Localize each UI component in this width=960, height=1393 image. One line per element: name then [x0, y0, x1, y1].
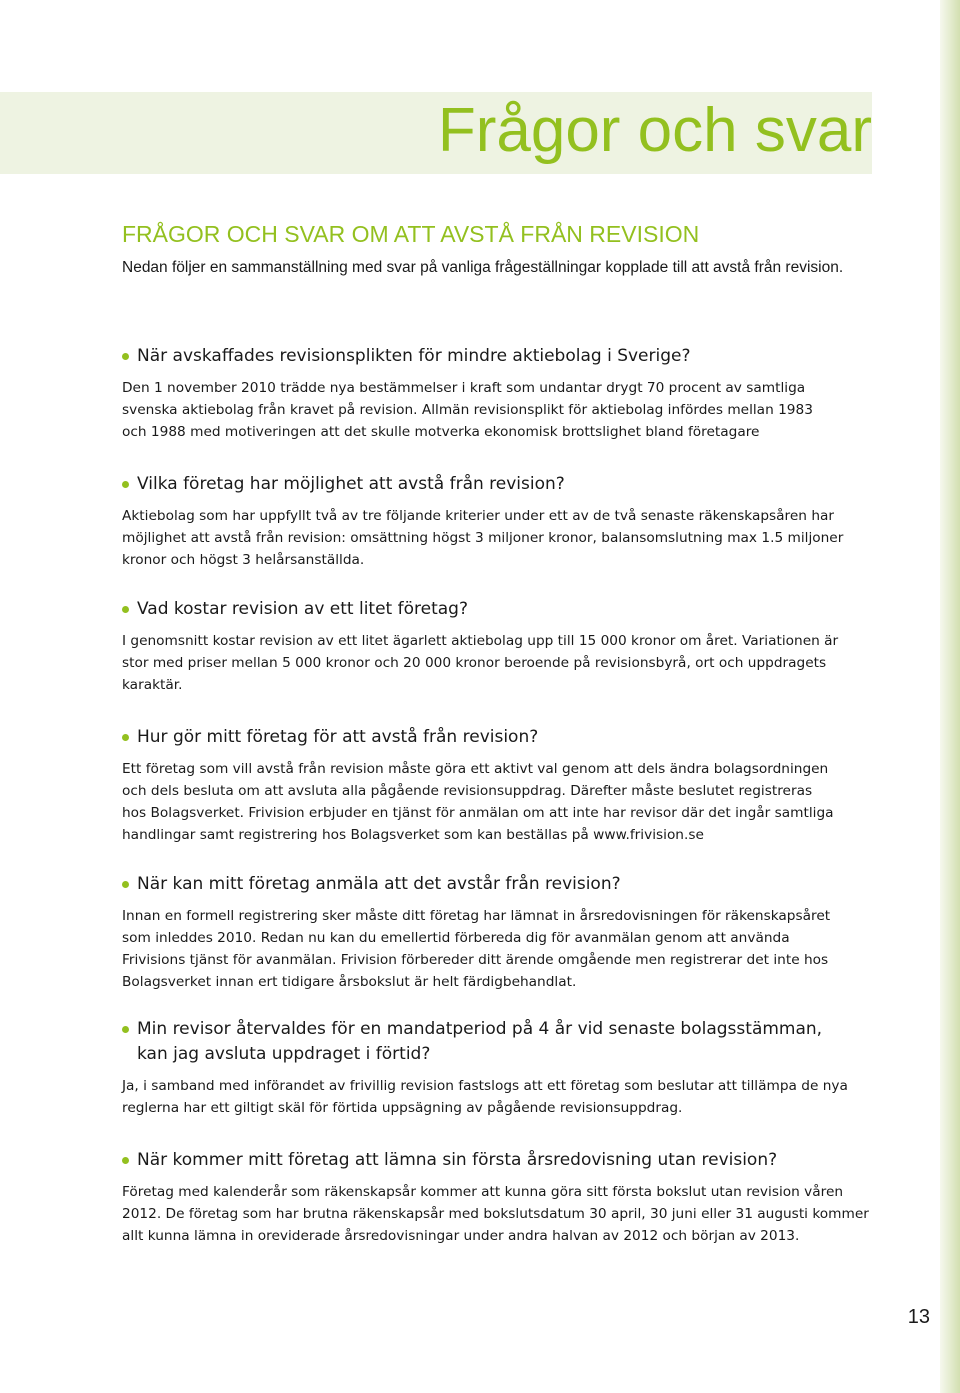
qa-item — [122, 344, 892, 443]
bullet-icon — [122, 734, 129, 741]
question-text: När avskaffades revisionsplikten för mindre aktiebolag i Sverige? — [137, 346, 691, 366]
qa-item — [122, 872, 892, 993]
bullet-icon — [122, 606, 129, 613]
bullet-icon — [122, 353, 129, 360]
question — [122, 597, 892, 622]
question-text: Min revisor återvaldes för en mandatperiod på 4 år vid senaste bolagsstämman, kan jag avsluta uppdraget i förtid? — [137, 1019, 823, 1064]
answer: I genomsnitt kostar revision av ett litet ägarlett aktiebolag upp till 15 000 kronor om året. Variationen är stor med priser mellan 5 000 kronor och 20 000 kronor beroende på revisionsbyrå, ort och uppdragets karaktär. — [122, 633, 839, 693]
qa-item — [122, 1017, 892, 1119]
question-text: Vad kostar revision av ett litet företag? — [137, 599, 468, 619]
intro-paragraph: Nedan följer en sammanställning med svar på vanliga frågeställningar kopplade till att avstå från revision. — [122, 259, 844, 276]
question-text: Vilka företag har möjlighet att avstå från revision? — [137, 474, 565, 494]
answer: Den 1 november 2010 trädde nya bestämmelser i kraft som undantar drygt 70 procent av samtliga svenska aktiebolag från kravet på revision. Allmän revisionsplikt för aktiebolag infördes mellan 1983 och 1988 med motiveringen att det skulle motverka ekonomisk brottslighet bland företagare — [122, 380, 813, 440]
bullet-icon — [122, 481, 129, 488]
answer: Företag med kalenderår som räkenskapsår kommer att kunna göra sitt första bokslut utan revision våren 2012. De företag som har brutna räkenskapsår med bokslutsdatum 30 april, 30 juni eller 31 augusti kommer allt kunna lämna in oreviderade årsredovisningar under andra halvan av 2012 och början av 2013. — [122, 1184, 869, 1244]
question-text: När kommer mitt företag att lämna sin första årsredovisning utan revision? — [137, 1150, 778, 1170]
question — [122, 872, 892, 897]
answer: Ja, i samband med införandet av frivillig revision fastslogs att ett företag som beslutar att tillämpa de nya reglerna har ett giltigt skäl för förtida uppsägning av pågående revisionsuppdrag. — [122, 1078, 848, 1116]
qa-item — [122, 597, 892, 696]
question-text: När kan mitt företag anmäla att det avstår från revision? — [137, 874, 621, 894]
section-heading: FRÅGOR OCH SVAR OM ATT AVSTÅ FRÅN REVISION — [122, 221, 700, 247]
bullet-icon — [122, 1026, 129, 1033]
page-title: Frågor och svar — [437, 96, 872, 165]
answer: Ett företag som vill avstå från revision måste göra ett aktivt val genom att dels ändra bolagsordningen och dels besluta om att avsluta alla pågående revisionsuppdrag. Därefter måste beslutet registreras hos Bolagsverket. Frivision erbjuder en tjänst för anmälan om att inte har revisor där det ingår samtliga handlingar samt registrering hos Bolagsverket som kan beställas på www.frivision.se — [122, 761, 834, 843]
content — [122, 216, 892, 1244]
qa-item — [122, 1148, 892, 1247]
question — [122, 344, 892, 369]
decorative-side-bar — [940, 0, 960, 1393]
question — [122, 1017, 892, 1067]
question — [122, 472, 892, 497]
bullet-icon — [122, 1157, 129, 1164]
answer: Innan en formell registrering sker måste ditt företag har lämnat in årsredovisningen för räkenskapsåret som inleddes 2010. Redan nu kan du emellertid förbereda dig för avanmälan genom att använda Frivisions tjänst för avanmälan. Frivision förbereder ditt ärende omgående men registrerar det inte hos Bolagsverket innan ert tidigare årsbokslut är helt färdigbehandlat. — [122, 908, 831, 990]
bullet-icon — [122, 881, 129, 888]
qa-item — [122, 472, 892, 571]
question — [122, 725, 892, 750]
question — [122, 1148, 892, 1173]
question-text: Hur gör mitt företag för att avstå från revision? — [137, 727, 539, 747]
answer: Aktiebolag som har uppfyllt två av tre följande kriterier under ett av de två senaste räkenskapsåren har möjlighet att avstå från revision: omsättning högst 3 miljoner kronor, balansomslutning max 1.5 miljoner kronor och högst 3 helårsanställda. — [122, 508, 844, 568]
qa-item — [122, 725, 892, 846]
page-number: 13 — [907, 1306, 930, 1328]
